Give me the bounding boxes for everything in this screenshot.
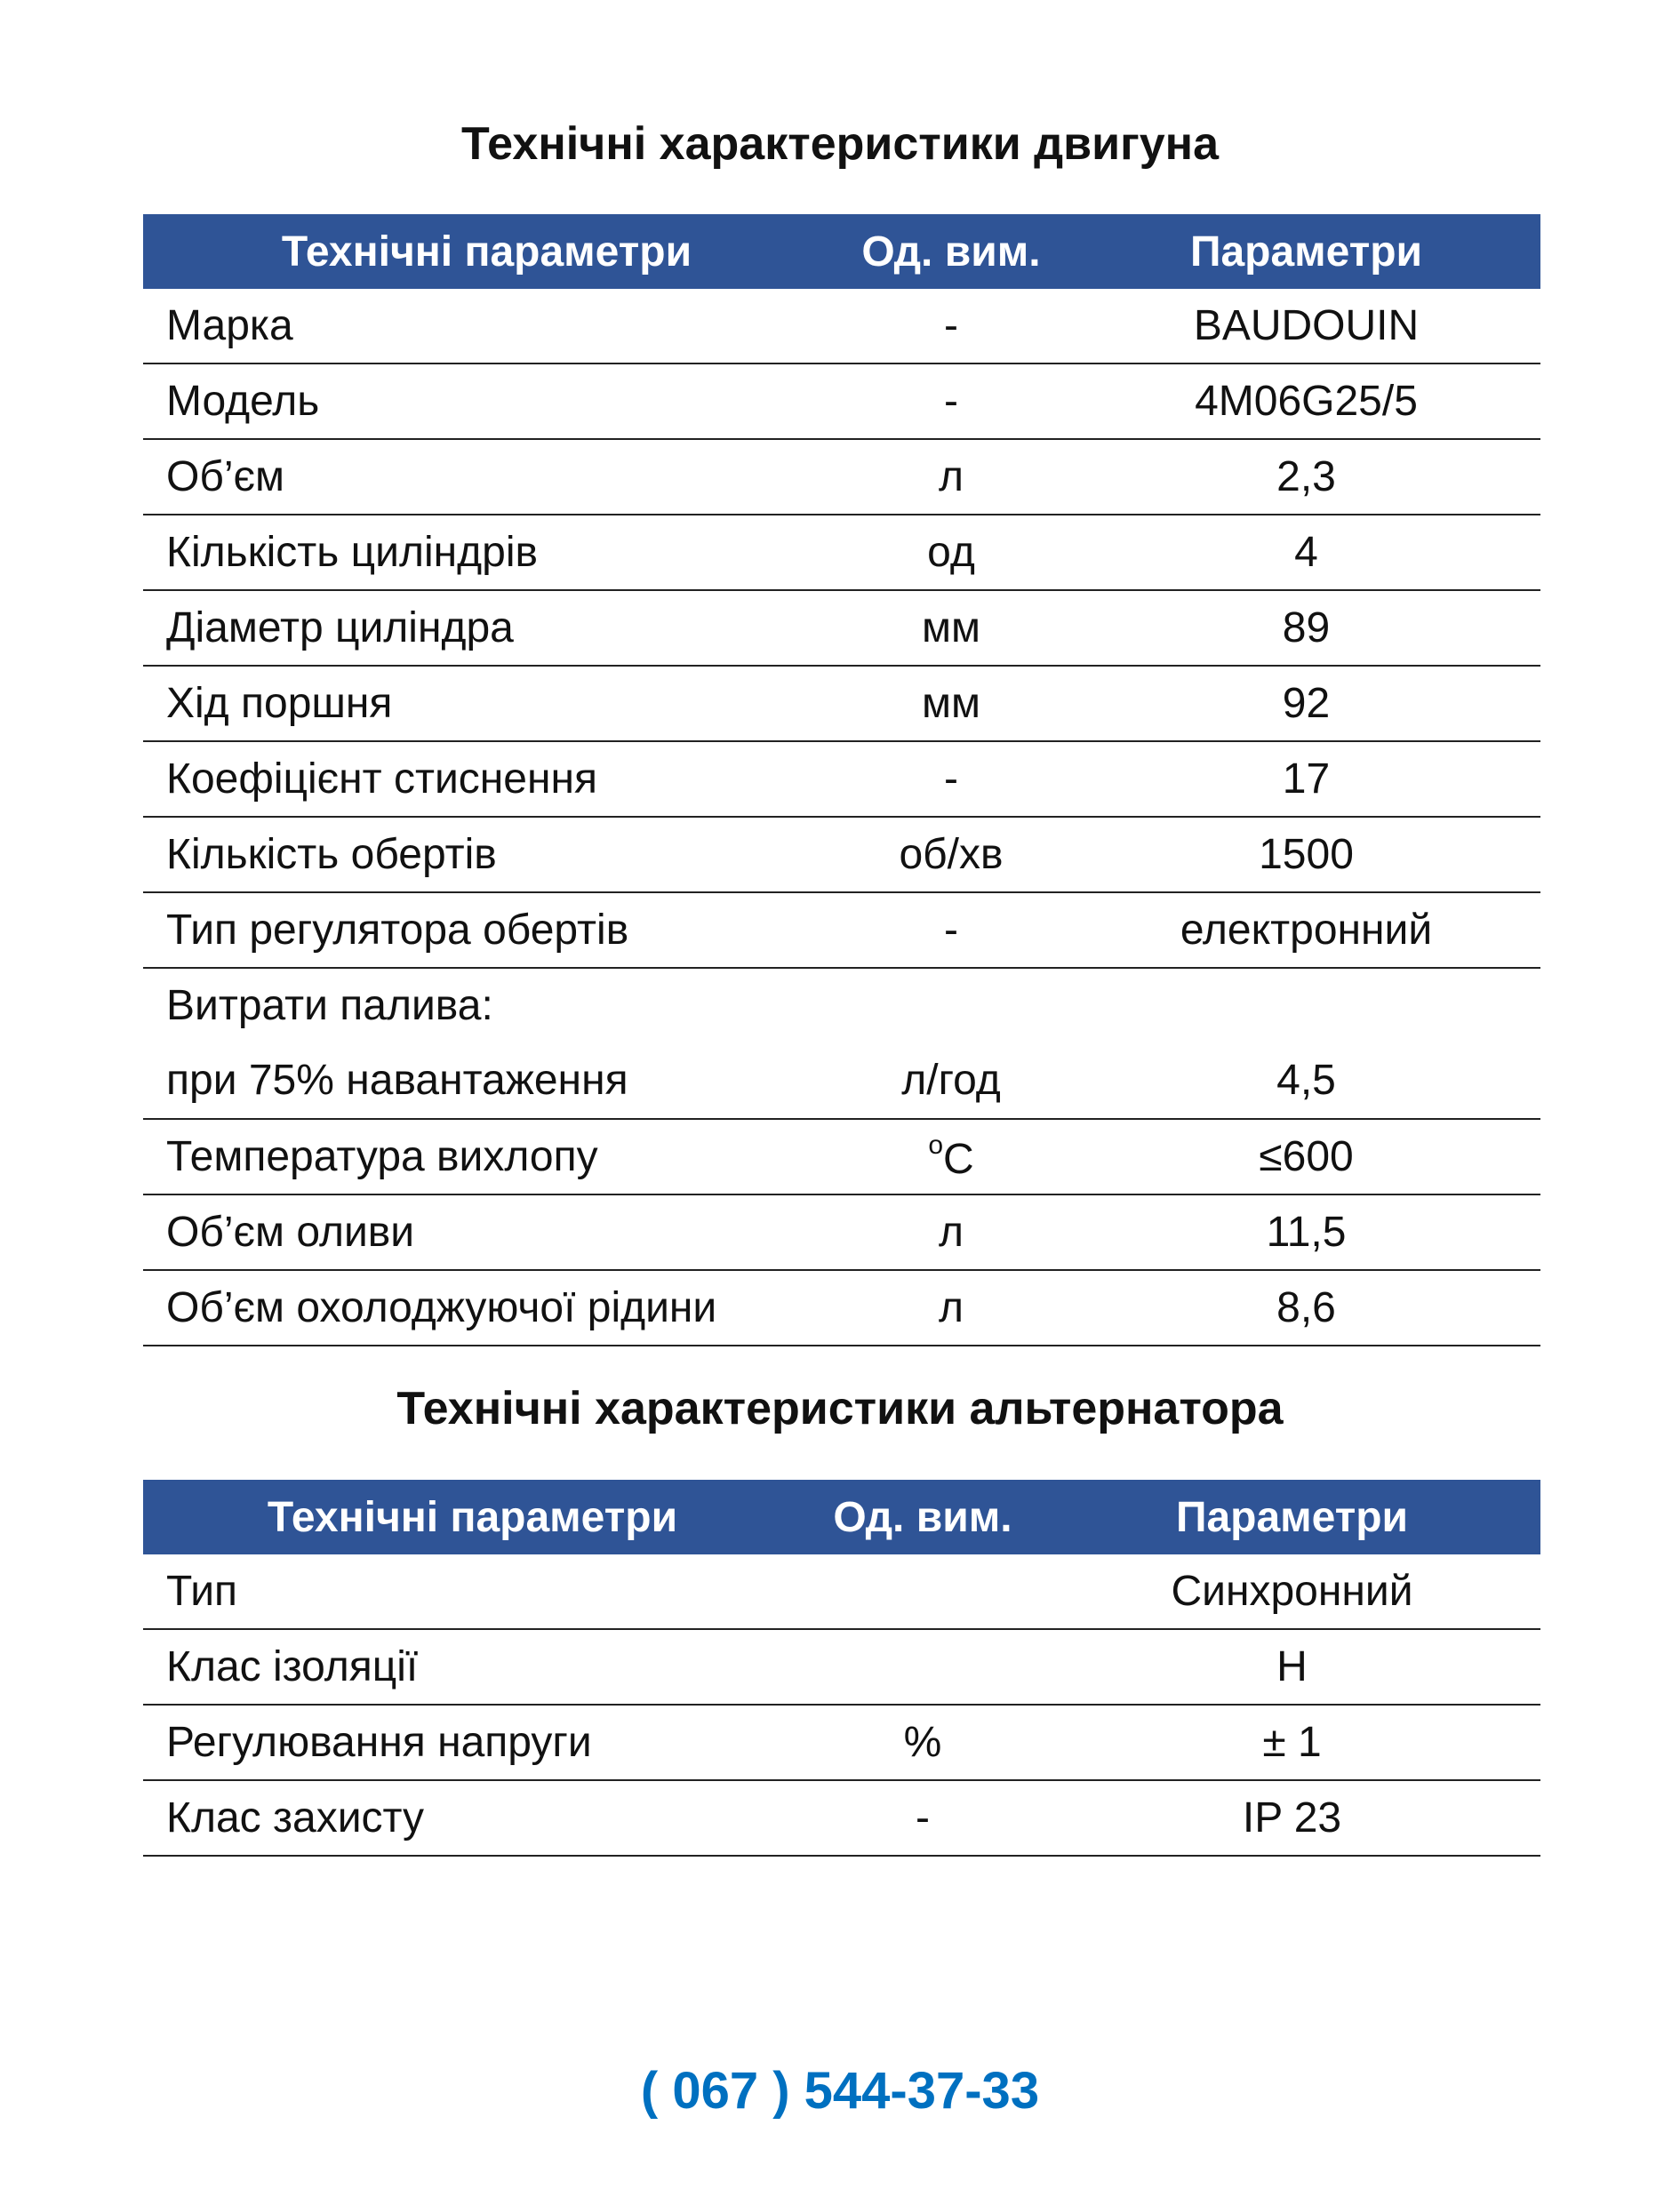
table-row bbox=[143, 590, 1540, 666]
table-row bbox=[143, 666, 1540, 741]
table-row bbox=[143, 817, 1540, 892]
header-values: Параметри bbox=[1072, 214, 1540, 289]
table-row bbox=[143, 289, 1540, 364]
table-row bbox=[143, 1270, 1540, 1346]
row-unit bbox=[830, 968, 1072, 1119]
header-values: Параметри bbox=[1044, 1480, 1540, 1554]
row-param-line1: Витрати палива: bbox=[166, 982, 493, 1029]
row-param: Клас ізоляції bbox=[143, 1629, 802, 1705]
table-header-row bbox=[143, 1480, 1540, 1554]
row-value-text: 4,5 bbox=[1276, 1057, 1336, 1104]
table-row bbox=[143, 1780, 1540, 1856]
row-param: Тип bbox=[143, 1554, 802, 1629]
table-row bbox=[143, 968, 1540, 1119]
table-row bbox=[143, 1554, 1540, 1629]
degree-sup: o bbox=[928, 1130, 943, 1160]
table-row bbox=[143, 892, 1540, 968]
row-unit bbox=[830, 1119, 1072, 1194]
row-unit: мм bbox=[830, 590, 1072, 666]
row-value: BAUDOUIN bbox=[1072, 289, 1540, 364]
table-row bbox=[143, 1119, 1540, 1194]
row-param-line2: при 75% навантаження bbox=[166, 1057, 628, 1104]
row-param: Модель bbox=[143, 364, 830, 439]
header-parameters: Технічні параметри bbox=[143, 1480, 802, 1554]
table-row bbox=[143, 1629, 1540, 1705]
row-value: 17 bbox=[1072, 741, 1540, 817]
row-value: H bbox=[1044, 1629, 1540, 1705]
row-value: 8,6 bbox=[1072, 1270, 1540, 1346]
row-unit-text: C bbox=[943, 1135, 974, 1183]
row-value: Синхронний bbox=[1044, 1554, 1540, 1629]
row-value: 4M06G25/5 bbox=[1072, 364, 1540, 439]
row-param: Марка bbox=[143, 289, 830, 364]
row-value: 4 bbox=[1072, 515, 1540, 590]
contact-phone[interactable]: ( 067 ) 544-37-33 bbox=[640, 2062, 1040, 2120]
table-row bbox=[143, 1194, 1540, 1270]
row-param bbox=[143, 968, 830, 1119]
engine-section-title: Технічні характеристики двигуна bbox=[461, 118, 1219, 170]
table-row bbox=[143, 1705, 1540, 1780]
row-param: Хід поршня bbox=[143, 666, 830, 741]
row-unit: од bbox=[830, 515, 1072, 590]
row-param: Об’єм охолоджуючої рідини bbox=[143, 1270, 830, 1346]
table-header-row bbox=[143, 214, 1540, 289]
header-parameters: Технічні параметри bbox=[143, 214, 830, 289]
row-value bbox=[1072, 968, 1540, 1119]
row-unit: об/хв bbox=[830, 817, 1072, 892]
row-value: 1500 bbox=[1072, 817, 1540, 892]
row-param: Об’єм оливи bbox=[143, 1194, 830, 1270]
row-param: Об’єм bbox=[143, 439, 830, 515]
row-value: 11,5 bbox=[1072, 1194, 1540, 1270]
row-unit: % bbox=[802, 1705, 1044, 1780]
row-value: 2,3 bbox=[1072, 439, 1540, 515]
row-unit: л bbox=[830, 1270, 1072, 1346]
alternator-spec-table bbox=[143, 1480, 1540, 1857]
row-unit: - bbox=[830, 892, 1072, 968]
table-row bbox=[143, 515, 1540, 590]
row-unit: л bbox=[830, 439, 1072, 515]
row-param: Регулювання напруги bbox=[143, 1705, 802, 1780]
row-unit: мм bbox=[830, 666, 1072, 741]
engine-spec-table bbox=[143, 214, 1540, 1346]
row-value: ± 1 bbox=[1044, 1705, 1540, 1780]
row-unit: - bbox=[830, 364, 1072, 439]
row-param: Діаметр циліндра bbox=[143, 590, 830, 666]
row-unit-text: л/год bbox=[901, 1057, 1001, 1104]
table-row bbox=[143, 741, 1540, 817]
table-row bbox=[143, 364, 1540, 439]
row-unit bbox=[802, 1629, 1044, 1705]
row-unit bbox=[802, 1554, 1044, 1629]
row-param: Кількість циліндрів bbox=[143, 515, 830, 590]
header-unit: Од. вим. bbox=[802, 1480, 1044, 1554]
alternator-section-title: Технічні характеристики альтернатора bbox=[396, 1383, 1284, 1434]
header-unit: Од. вим. bbox=[830, 214, 1072, 289]
row-unit: л bbox=[830, 1194, 1072, 1270]
row-unit: - bbox=[830, 289, 1072, 364]
row-param: Клас захисту bbox=[143, 1780, 802, 1856]
row-param: Коефіцієнт стиснення bbox=[143, 741, 830, 817]
row-value: IP 23 bbox=[1044, 1780, 1540, 1856]
row-param: Температура вихлопу bbox=[143, 1119, 830, 1194]
row-unit: - bbox=[830, 741, 1072, 817]
row-param: Кількість обертів bbox=[143, 817, 830, 892]
row-value: 89 bbox=[1072, 590, 1540, 666]
row-value: ≤600 bbox=[1072, 1119, 1540, 1194]
table-row bbox=[143, 439, 1540, 515]
row-unit: - bbox=[802, 1780, 1044, 1856]
row-param: Тип регулятора обертів bbox=[143, 892, 830, 968]
row-value: електронний bbox=[1072, 892, 1540, 968]
row-value: 92 bbox=[1072, 666, 1540, 741]
